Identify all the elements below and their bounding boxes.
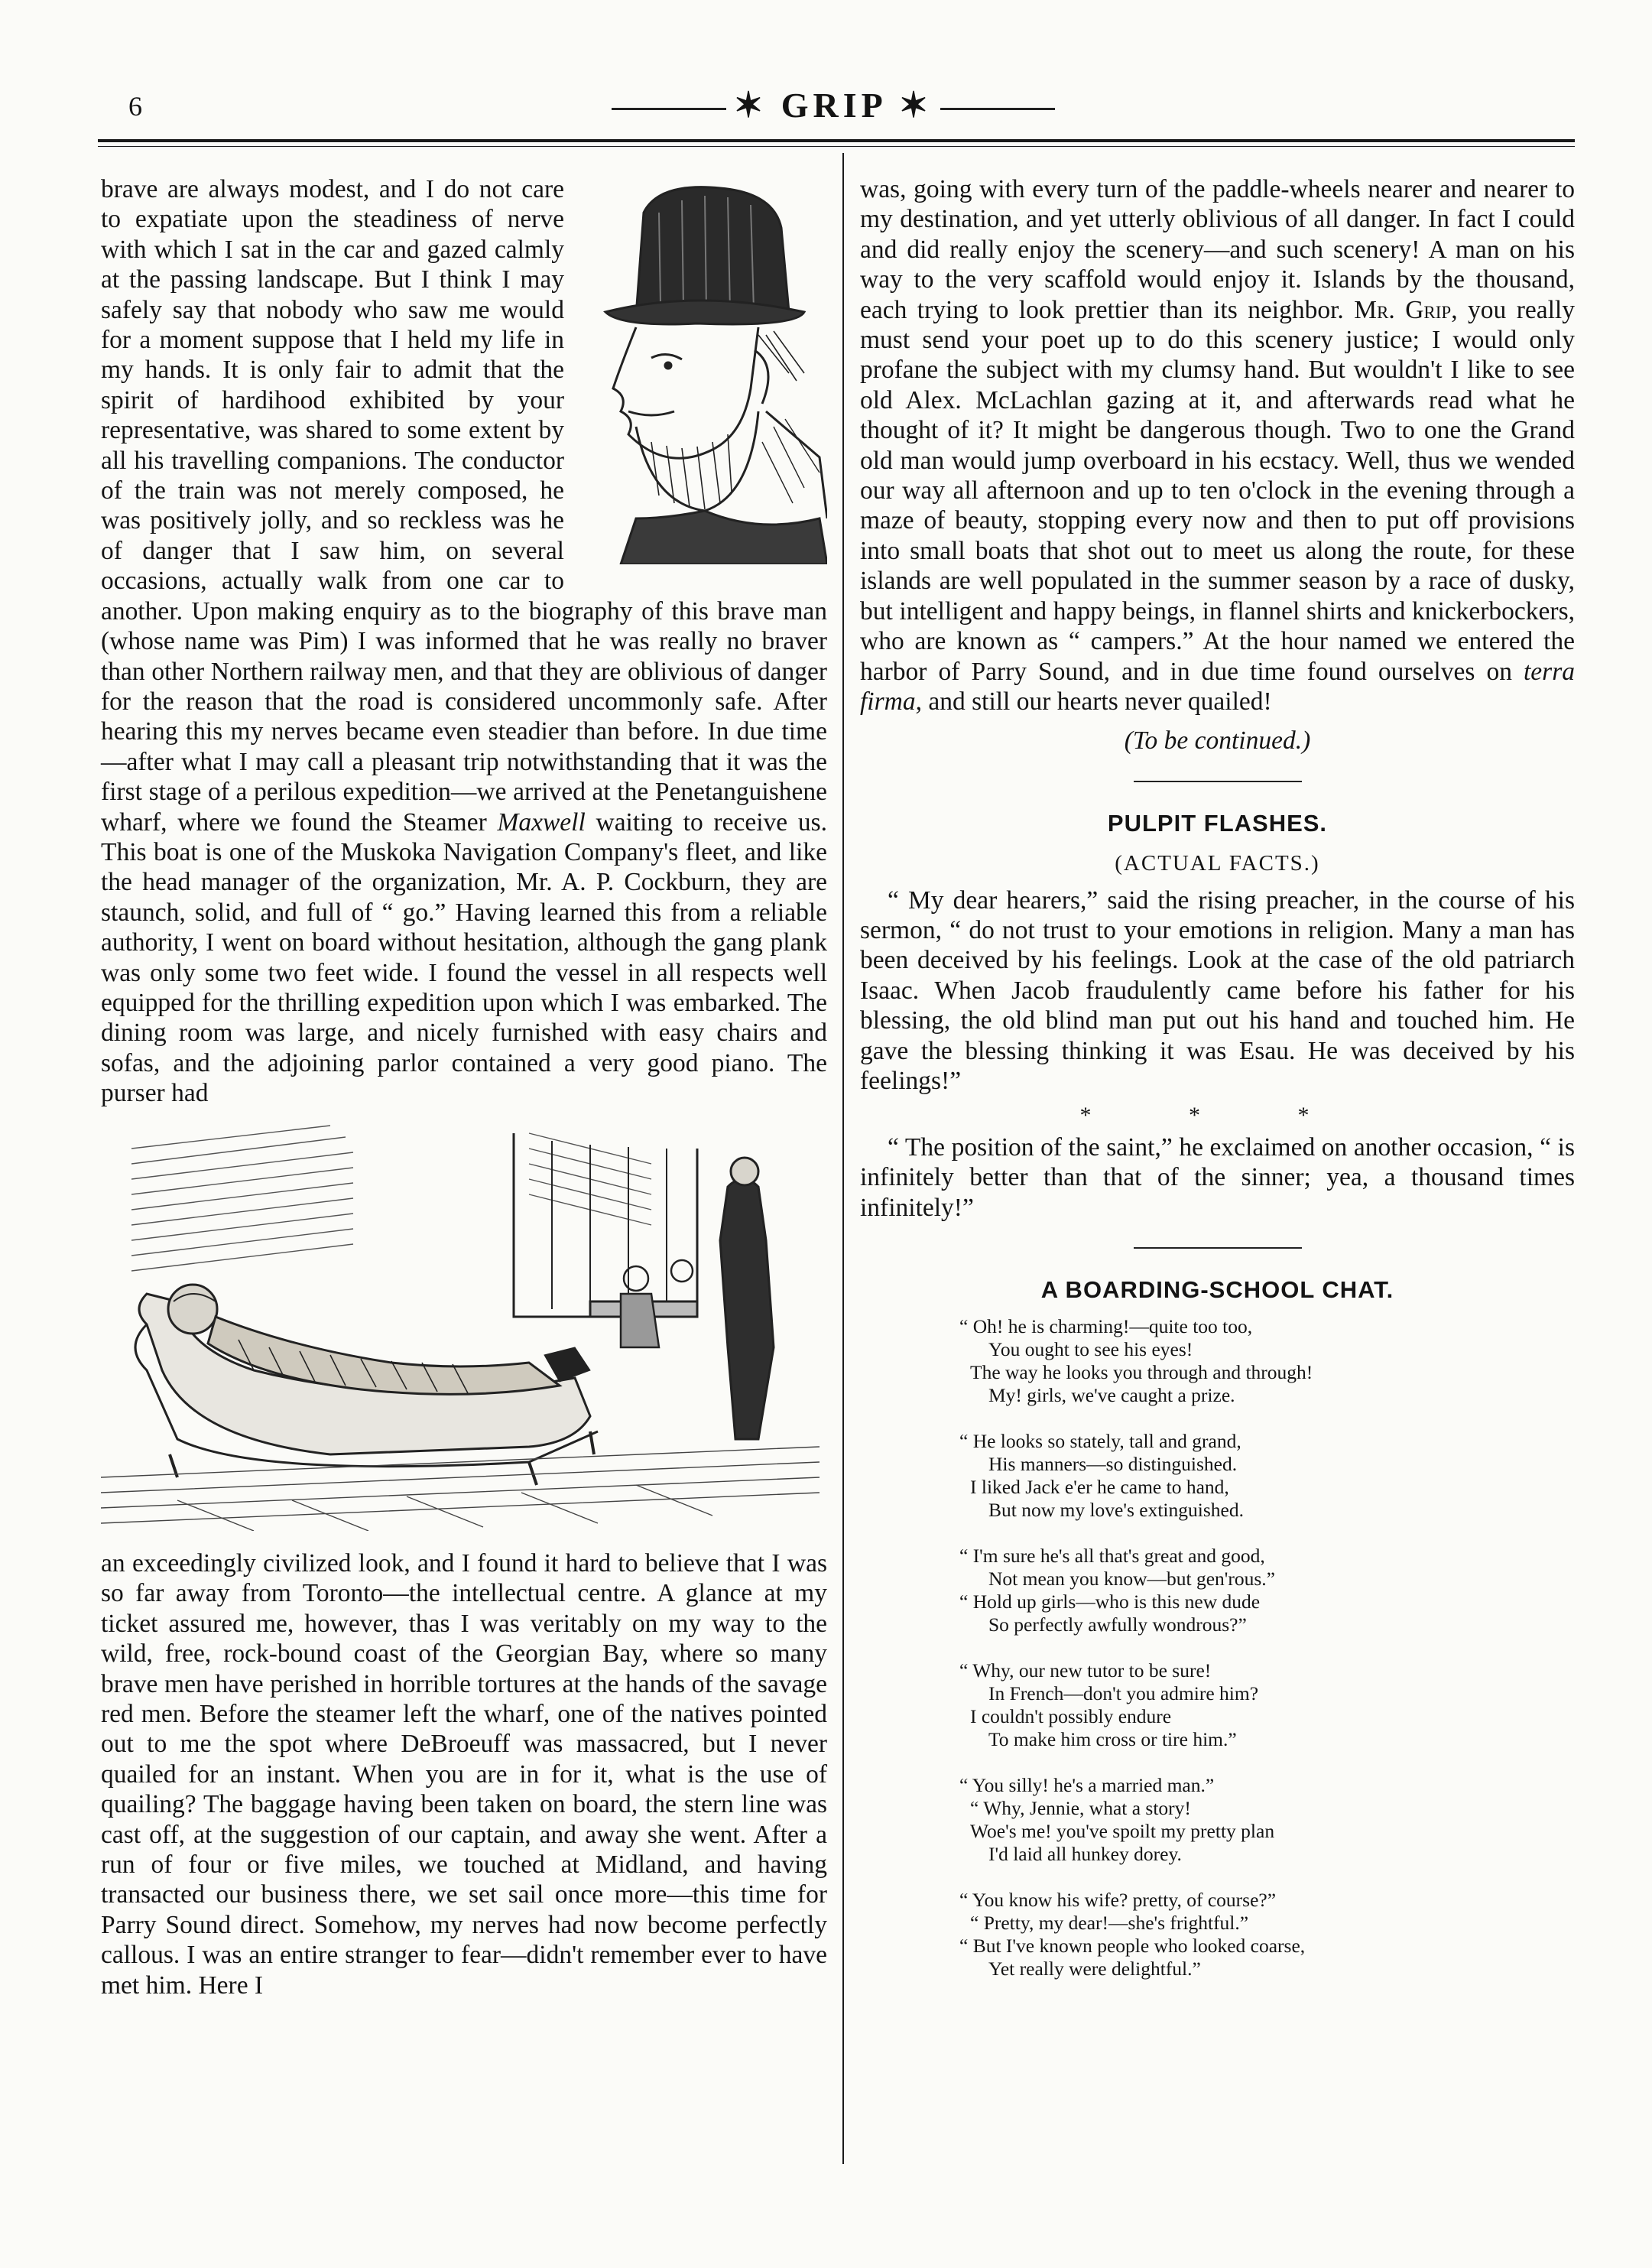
poem-line: I liked Jack e'er he came to hand,	[970, 1476, 1229, 1499]
column-divider	[842, 153, 844, 2164]
masthead-rule-left	[612, 108, 726, 110]
poem-stanza-3	[959, 1545, 1575, 1636]
poem-line: Yet really were delightful.”	[988, 1958, 1201, 1980]
poem-line: The way he looks you through and through!	[970, 1361, 1313, 1384]
poem-stanza-5	[959, 1774, 1575, 1866]
latin-phrase: terra firma,	[860, 657, 1575, 716]
publication-title: GRIP	[781, 86, 886, 125]
pulpit-paragraph-1: “ My dear hearers,” said the rising preacher, in the course of his sermon, “ do not trust to your emotions in religion. Many a man has been deceived by his feelings. Look at the case of the old patriarch Isaac. When Jacob fraudulently came before his father for his blessing, the old blind man put out his hand and touched him. He gave the blessing thinking it was Esau. He was deceived by his feelings!”	[860, 885, 1575, 1095]
poem-line: I couldn't possibly endure	[970, 1705, 1172, 1728]
poem-line: Woe's me! you've spoilt my pretty plan	[970, 1820, 1275, 1843]
section-divider	[1134, 781, 1302, 782]
right-column	[860, 174, 1575, 2003]
section-divider-2	[1134, 1247, 1302, 1249]
poem-line: So perfectly awfully wondrous?”	[988, 1613, 1247, 1636]
poem-line: “ He looks so stately, tall and grand,	[959, 1430, 1241, 1453]
paragraph-1-text: brave are always modest, and I do not care to expatiate upon the steadiness of nerve with which I sat in the car and gazed calmly at the passing landscape. But I think I may safely say that nobody who saw me would for a moment suppose that I held my life in my hands. It is only fair to admit that the spirit of hardihood exhibited by your representative, was shared to some extent by all his travelling companions. The conductor of the train was not merely composed, he was positively jolly, and so reckless was he of danger that I saw him, on several occasions, actually walk from one car to another. Upon making enquiry as to the biography of this brave man (whose name was Pim) I was informed that he was really no braver than other Northern railway men, and that they are oblivious of danger for the reason that the road is considered uncommonly safe. After hearing this my nerves became even steadier than before. In due time—after what I may call a pleasant trip notwithstanding that it was the first stage of a perilous expedition—we arrived at the Penetanguishene wharf, where we found the Steamer	[101, 175, 827, 837]
poem-title: A BOARDING-SCHOOL CHAT.	[1040, 1276, 1394, 1303]
poem-line: You ought to see his eyes!	[988, 1338, 1193, 1361]
poem-line: “ You know his wife? pretty, of course?”	[959, 1889, 1277, 1912]
steamer-parlor-illustration	[101, 1118, 820, 1531]
poem-line: “ But I've known people who looked coarse,	[959, 1935, 1306, 1958]
mr-grip: Mr. Grip,	[1354, 295, 1458, 324]
paragraph-1-continued: waiting to receive us. This boat is one of the Muskoka Navigation Company's fleet, and like the head manager of the organization, Mr. A. P. Cockburn, they are staunch, solid, and full of “ go.” Having learned this from a reliable authority, I went on board without hesitation, although the gang plank was only some two feet wide. I found the vessel in all respects well equipped for the thrilling expedition upon which I was embarked. The dining room was large, and nicely furnished with easy chairs and sofas, and the adjoining parlor contained a very good piano. The purser had	[101, 807, 827, 1108]
conductor-portrait-illustration	[575, 182, 827, 564]
poem-line: “ Hold up girls—who is this new dude	[959, 1591, 1261, 1613]
pulpit-flashes-subtitle: (ACTUAL FACTS.)	[1115, 851, 1320, 876]
paragraph-3-end: and still our hearts never quailed!	[921, 687, 1272, 716]
article-paragraph-3	[860, 174, 1575, 716]
masthead-title-wrap: ✶ GRIP ✶	[92, 84, 1575, 125]
poem-line: In French—don't you admire him?	[988, 1682, 1259, 1705]
poem-line: To make him cross or tire him.”	[988, 1728, 1237, 1751]
poem-line: “ I'm sure he's all that's great and good,	[959, 1545, 1265, 1568]
poem-line: “ You silly! he's a married man.”	[959, 1774, 1215, 1797]
poem-stanza-6	[959, 1889, 1575, 1980]
poem-line: “ Why, Jennie, what a story!	[970, 1797, 1191, 1820]
poem-line: “ Why, our new tutor to be sure!	[959, 1659, 1212, 1682]
paragraph-3-text: was, going with every turn of the paddle-wheels nearer and nearer to my destination, and yet utterly oblivious of all danger. In fact I could and did really enjoy the scenery—and such scenery! A man on his way to the very scaffold would enjoy it. Islands by the thousand, each trying to look prettier than its neighbor.	[860, 175, 1575, 324]
article-paragraph-2: an exceedingly civilized look, and I found it hard to believe that I was so far away from Toronto—the intellectual centre. A glance at my ticket assured me, however, thas I was veritably on my way to the wild, free, rock-bound coast of the Georgian Bay, where so many brave men have perished in horrible tortures at the hands of the savage red men. Before the steamer left the wharf, one of the natives pointed out to me the spot where DeBroeuff was massacred, but I never quailed for an instant. When you are in for it, what is the use of quailing? The baggage having been taken on board, the stern line was cast off, at the suggestion of our captain, and away she went. After a run of four or five miles, we touched at Midland, and having transacted our business there, we set sail once more—this time for Parry Sound direct. Somehow, my nerves had now become perfectly callous. I was an entire stranger to fear—didn't remember ever to have met him. Here I	[101, 1549, 827, 2000]
pulpit-paragraph-2: “ The position of the saint,” he exclaimed on another occasion, “ is infinitely better than that of the sinner; yea, a thousand times infinitely!”	[860, 1132, 1575, 1222]
poem	[959, 1315, 1575, 1980]
ship-name: Maxwell	[497, 807, 586, 837]
header-rule-thin	[98, 146, 1575, 147]
header-rule	[98, 139, 1575, 142]
to-be-continued: (To be continued.)	[1124, 726, 1311, 755]
poem-stanza-2	[959, 1430, 1575, 1522]
left-column	[101, 174, 827, 2000]
pulpit-flashes-title: PULPIT FLASHES.	[1107, 809, 1328, 837]
poem-stanza-1	[959, 1315, 1575, 1407]
poem-line: His manners—so distinguished.	[988, 1453, 1238, 1476]
poem-line: Not mean you know—but gen'rous.”	[988, 1568, 1275, 1591]
page-number: 6	[128, 91, 142, 122]
masthead	[92, 84, 1575, 130]
paragraph-3-continued: you really must send your poet up to do this scenery justice; I would only profane the subject with my clumsy hand. But wouldn't I like to see old Alex. McLachlan gazing at it, and afterwards read what he thought of it? It might be dangerous though. Two to one the Grand old man would jump overboard in his ecstacy. Well, thus we wended our way all afternoon and up to ten o'clock in the evening through a maze of beauty, stopping every now and then to put off provisions into small boats that shot out to meet us along the route, for these islands are well populated in the summer season by a race of dusky, but intelligent and happy beings, in flannel shirts and knickerbockers, who are known as “ campers.” At the hour named we entered the harbor of Parry Sound, and in due time found ourselves on	[860, 295, 1575, 686]
asterism: * * *	[1079, 1103, 1355, 1129]
poem-line: My! girls, we've caught a prize.	[988, 1384, 1235, 1407]
poem-line: “ Oh! he is charming!—quite too too,	[959, 1315, 1253, 1338]
poem-line: “ Pretty, my dear!—she's frightful.”	[970, 1912, 1249, 1935]
poem-line: But now my love's extinguished.	[988, 1499, 1244, 1522]
masthead-rule-right	[940, 108, 1055, 110]
article-paragraph-1	[101, 174, 827, 1109]
poem-line: I'd laid all hunkey dorey.	[988, 1843, 1182, 1866]
poem-stanza-4	[959, 1659, 1575, 1751]
